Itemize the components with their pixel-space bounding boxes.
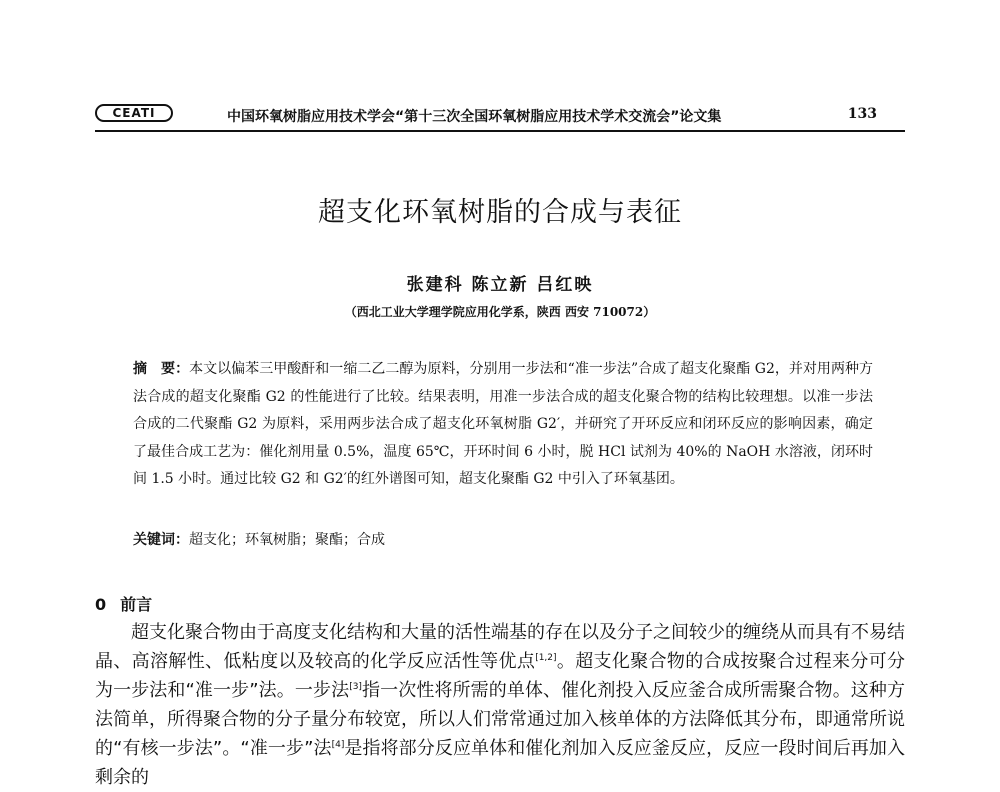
body-text-run: 。超支化聚合物的合成按聚合过程来分可分为一步法和“准一步”法。一步法 <box>95 651 906 701</box>
section-number: 0 <box>95 595 107 614</box>
abstract <box>133 356 873 494</box>
section-heading <box>95 592 166 615</box>
keywords <box>133 529 873 551</box>
body-text <box>95 618 905 792</box>
running-title: 中国环氧树脂应用技术学会“第十三次全国环氧树脂应用技术学术交流会”论文集 <box>227 109 722 125</box>
body-text-run: 是指将部分反应单体和催化剂加入反应釜反应，反应一段时间后再加入剩余的 <box>95 738 905 788</box>
paper-title: 超支化环氧树脂的合成与表征 <box>318 197 682 228</box>
citation: [4] <box>331 740 345 750</box>
page-header <box>95 96 905 132</box>
keywords-label: 关键词： <box>133 532 189 548</box>
abstract-label: 摘 要： <box>133 361 190 377</box>
abstract-text: 本文以偏苯三甲酸酐和一缩二乙二醇为原料，分别用一步法和“准一步法”合成了超支化聚酯 G2，并对用两种方法合成的超支化聚酯 G2 的性能进行了比较。结果表明，用准一步法合成的超支化聚合物的结构比较理想。以准一步法合成的二代聚酯 G2 为原料，采用两步法合成了超支化环氧树脂 G2′，并研究了开环反应和闭环反应的影响因素，确定了最佳合成工艺为：催化剂用量 0.5%，温度 65℃，开环时间 6 小时，脱 HCl 试剂为 40%的 NaOH 水溶液，闭环时间 1.5 小时。通过比较 G2 和 G2′的红外谱图可知，超支化聚酯 G2 中引入了环氧基团。 <box>133 361 874 487</box>
keywords-text: 超支化；环氧树脂；聚酯；合成 <box>189 532 385 548</box>
body-text-run: 超支化聚合物由于高度支化结构和大量的活性端基的存在以及分子之间较少的缠绕从而具有不易结晶、高溶解性、低粘度以及较高的化学反应活性等优点 <box>95 622 905 672</box>
body-paragraph <box>95 618 905 792</box>
page-number: 133 <box>847 106 877 122</box>
citation: [3] <box>349 682 362 692</box>
paper-authors: 张建科 陈立新 吕红映 <box>406 275 594 295</box>
paper-affiliation: （西北工业大学理学院应用化学系，陕西 西安 710072） <box>344 305 656 319</box>
citation: [1,2] <box>535 653 557 663</box>
body-text-run: 指一次性将所需的单体、催化剂投入反应釜合成所需聚合物。这种方法简单，所得聚合物的分子量分布较宽，所以人们常常通过加入核单体的方法降低其分布，即通常所说的“有核一步法”。“准一步”法 <box>95 680 905 759</box>
section-title: 前言 <box>120 595 153 614</box>
ceati-logo: CEATI <box>95 104 173 122</box>
